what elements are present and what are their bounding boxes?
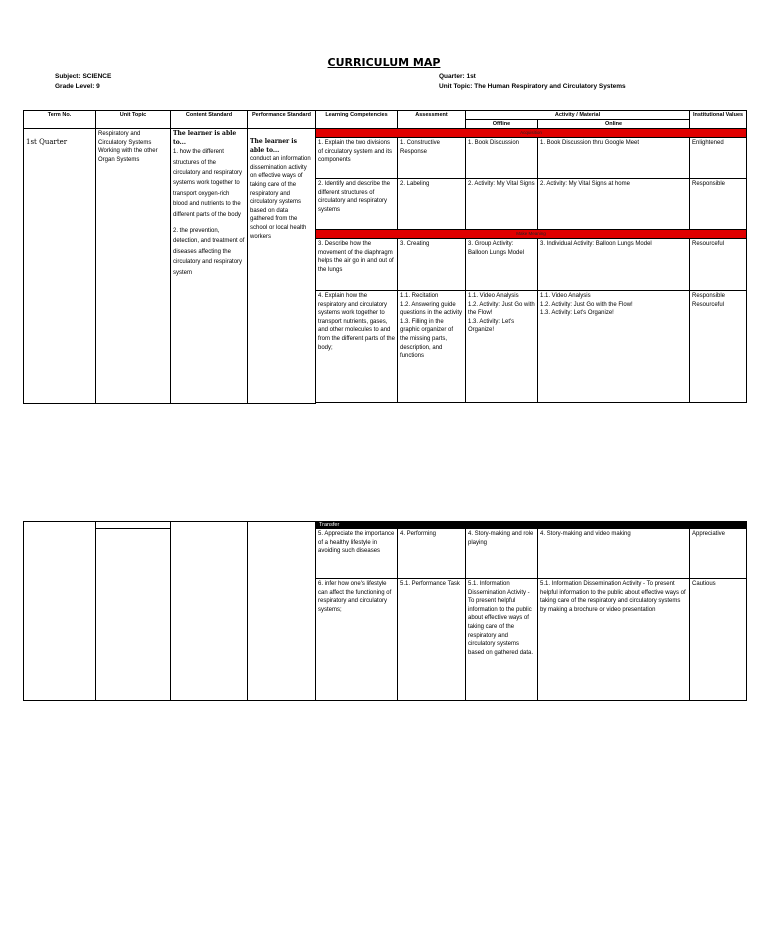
- assessment-cell: 4. Performing: [398, 529, 466, 579]
- performance-standard-cell: [248, 129, 316, 404]
- header-performance: Performance Standard: [248, 111, 316, 129]
- content-lead: The learner is able to...: [173, 130, 237, 146]
- unit-cell: Respiratory and Circulatory Systems Working with the other Organ Systems: [96, 129, 171, 404]
- online-cell: 1.1. Video Analysis 1.2. Activity: Just Go with the Flow! 1.3. Activity: Let's Organize!: [538, 291, 690, 403]
- band-transfer-row: [24, 522, 747, 529]
- band-acquisition-row: [24, 129, 747, 138]
- header-competencies: Learning Competencies: [316, 111, 398, 129]
- curriculum-table-1: [23, 110, 747, 404]
- competency-cell: 4. Explain how the respiratory and circulatory systems work together to transport nutrients, gases, and other molecules to and from the different parts of the body;: [316, 291, 398, 403]
- values-cell: Cautious: [690, 579, 747, 701]
- band-transfer: Transfer: [316, 522, 747, 529]
- perf-lead: The learner is able to...: [250, 138, 297, 154]
- header-activity: Activity / Material: [466, 111, 690, 120]
- competency-cell: 1. Explain the two divisions of circulatory system and its components: [316, 138, 398, 179]
- grade-label: Grade Level: 9: [55, 83, 100, 90]
- offline-cell: 3. Group Activity: Balloon Lungs Model: [466, 239, 538, 291]
- performance-cell-empty: [248, 522, 316, 701]
- online-cell: 1. Book Discussion thru Google Meet: [538, 138, 690, 179]
- values-cell: Enlightened: [690, 138, 747, 179]
- term-cell: 1st Quarter: [24, 129, 96, 404]
- values-cell: Responsible Resourceful: [690, 291, 747, 403]
- unit-cell-empty: [96, 529, 171, 701]
- offline-cell: 1.1. Video Analysis 1.2. Activity: Just Go with the Flow! 1.3. Activity: Let's Organize!: [466, 291, 538, 403]
- header-offline: Offline: [466, 120, 538, 129]
- unit-topic-label: Unit Topic: The Human Respiratory and Circulatory Systems: [439, 83, 626, 90]
- document-title: CURRICULUM MAP: [327, 56, 441, 69]
- content-item-1: 1. how the different structures of the circulatory and respiratory systems work together to transport oxygen-rich blood and nutrients to the different parts of the body: [173, 149, 243, 218]
- header-term: Term No.: [24, 111, 96, 129]
- competency-cell: 5. Appreciate the importance of a healthy lifestyle in avoiding such diseases: [316, 529, 398, 579]
- table-row: [24, 529, 747, 579]
- subject-label: Subject: SCIENCE: [55, 73, 112, 80]
- assessment-cell: 5.1. Performance Task: [398, 579, 466, 701]
- header-content: Content Standard: [171, 111, 248, 129]
- band-make-meaning: Make Meaning: [316, 230, 747, 239]
- values-cell: Resourceful: [690, 239, 747, 291]
- header-online: Online: [538, 120, 690, 129]
- content-cell-empty: [171, 522, 248, 701]
- offline-cell: 4. Story-making and role playing: [466, 529, 538, 579]
- online-cell: 3. Individual Activity: Balloon Lungs Model: [538, 239, 690, 291]
- online-cell: 4. Story-making and video making: [538, 529, 690, 579]
- header-assessment: Assessment: [398, 111, 466, 129]
- offline-cell: 1. Book Discussion: [466, 138, 538, 179]
- unit-cell-top-empty: [96, 522, 171, 529]
- quarter-topic-block: [439, 72, 626, 92]
- assessment-cell: 1.1. Recitation 1.2. Answering guide questions in the activity 1.3. Filling in the graphic organizer of the missing parts, description, and functions: [398, 291, 466, 403]
- term-cell-empty: [24, 522, 96, 701]
- subject-grade-block: [55, 72, 111, 92]
- content-item-2: 2. the prevention, detection, and treatment of diseases affecting the circulatory and respiratory system: [173, 228, 245, 276]
- competency-cell: 3. Describe how the movement of the diaphragm helps the air go in and out of the lungs: [316, 239, 398, 291]
- online-cell: 2. Activity: My Vital Signs at home: [538, 179, 690, 230]
- values-cell: Responsible: [690, 179, 747, 230]
- assessment-cell: 2. Labeling: [398, 179, 466, 230]
- online-cell: 5.1. Information Dissemination Activity - To present helpful information to the public about effective ways of taking care of the respiratory and circulatory systems by making a brochure or video presentation: [538, 579, 690, 701]
- perf-body: conduct an information dissemination activity on effective ways of taking care of the respiratory and circulatory systems based on data gathered from the school or local health workers: [250, 156, 311, 240]
- header-unit: Unit Topic: [96, 111, 171, 129]
- offline-cell: 2. Activity: My Vital Signs: [466, 179, 538, 230]
- header-values: Institutional Values: [690, 111, 747, 129]
- values-cell: Appreciative: [690, 529, 747, 579]
- band-acquisition: Acquisition: [316, 129, 747, 138]
- competency-cell: 2. Identify and describe the different structures of circulatory and respiratory systems: [316, 179, 398, 230]
- header-row: [24, 111, 747, 120]
- competency-cell: 6. infer how one's lifestyle can affect the functioning of respiratory and circulatory systems;: [316, 579, 398, 701]
- offline-cell: 5.1. Information Dissemination Activity - To present helpful information to the public about effective ways of taking care of the respiratory and circulatory systems based on gathered data.: [466, 579, 538, 701]
- assessment-cell: 3. Creating: [398, 239, 466, 291]
- quarter-label: Quarter: 1st: [439, 73, 476, 80]
- assessment-cell: 1. Constructive Response: [398, 138, 466, 179]
- curriculum-table-2: [23, 521, 747, 701]
- content-standard-cell: [171, 129, 248, 404]
